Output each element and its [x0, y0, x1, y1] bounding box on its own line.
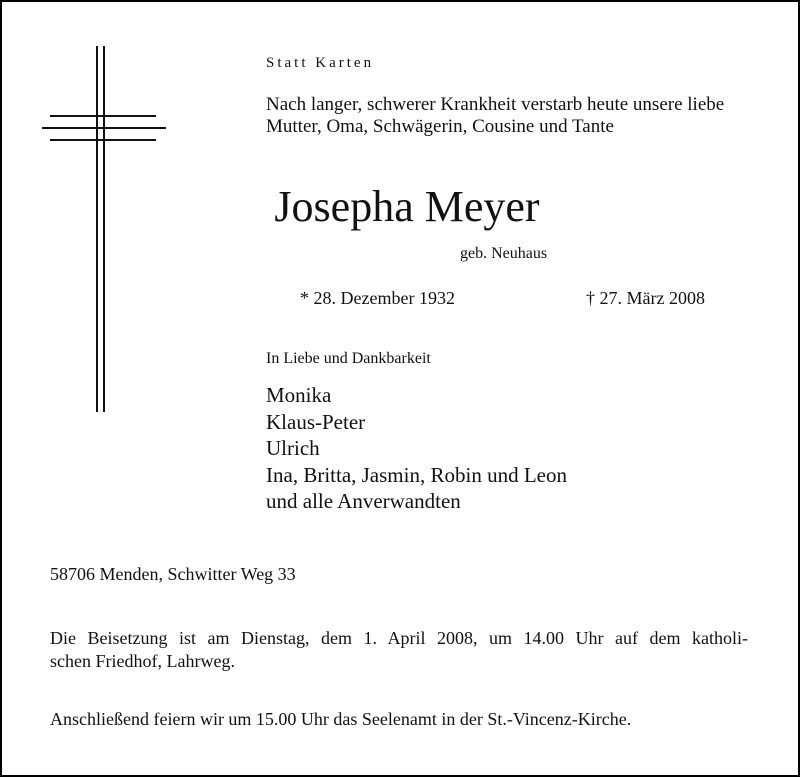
requiem-mass-info: Anschließend feiern wir um 15.00 Uhr das Seelenamt in der St.-Vincenz-Kirche.	[50, 709, 632, 729]
burial-info	[50, 627, 748, 673]
family-address: 58706 Menden, Schwitter Weg 33	[50, 564, 296, 584]
mourners-list	[266, 382, 567, 515]
intro-line: Nach langer, schwerer Krankheit verstarb heute unsere liebe	[266, 94, 725, 115]
notice-header: Statt Karten	[266, 55, 375, 71]
intro-line: Mutter, Oma, Schwägerin, Cousine und Tante	[266, 116, 614, 137]
birth-date: * 28. Dezember 1932	[300, 288, 455, 308]
mourner-name: Ulrich	[266, 436, 320, 460]
intro-text	[266, 94, 724, 138]
burial-line: schen Friedhof, Lahrweg.	[50, 651, 235, 671]
burial-line: Die Beisetzung ist am Dienstag, dem 1. April 2008, um 14.00 Uhr auf dem katholi-	[50, 628, 748, 648]
dedication-text: In Liebe und Dankbarkeit	[266, 350, 431, 367]
maiden-name: geb. Neuhaus	[460, 245, 548, 262]
deceased-name: Josepha Meyer	[274, 182, 540, 231]
mourner-name: Klaus-Peter	[266, 409, 366, 434]
mourner-name: Monika	[266, 383, 332, 407]
death-date: † 27. März 2008	[586, 288, 705, 308]
mourner-name: und alle Anverwandten	[266, 489, 461, 513]
mourner-name: Ina, Britta, Jasmin, Robin und Leon	[266, 462, 567, 487]
